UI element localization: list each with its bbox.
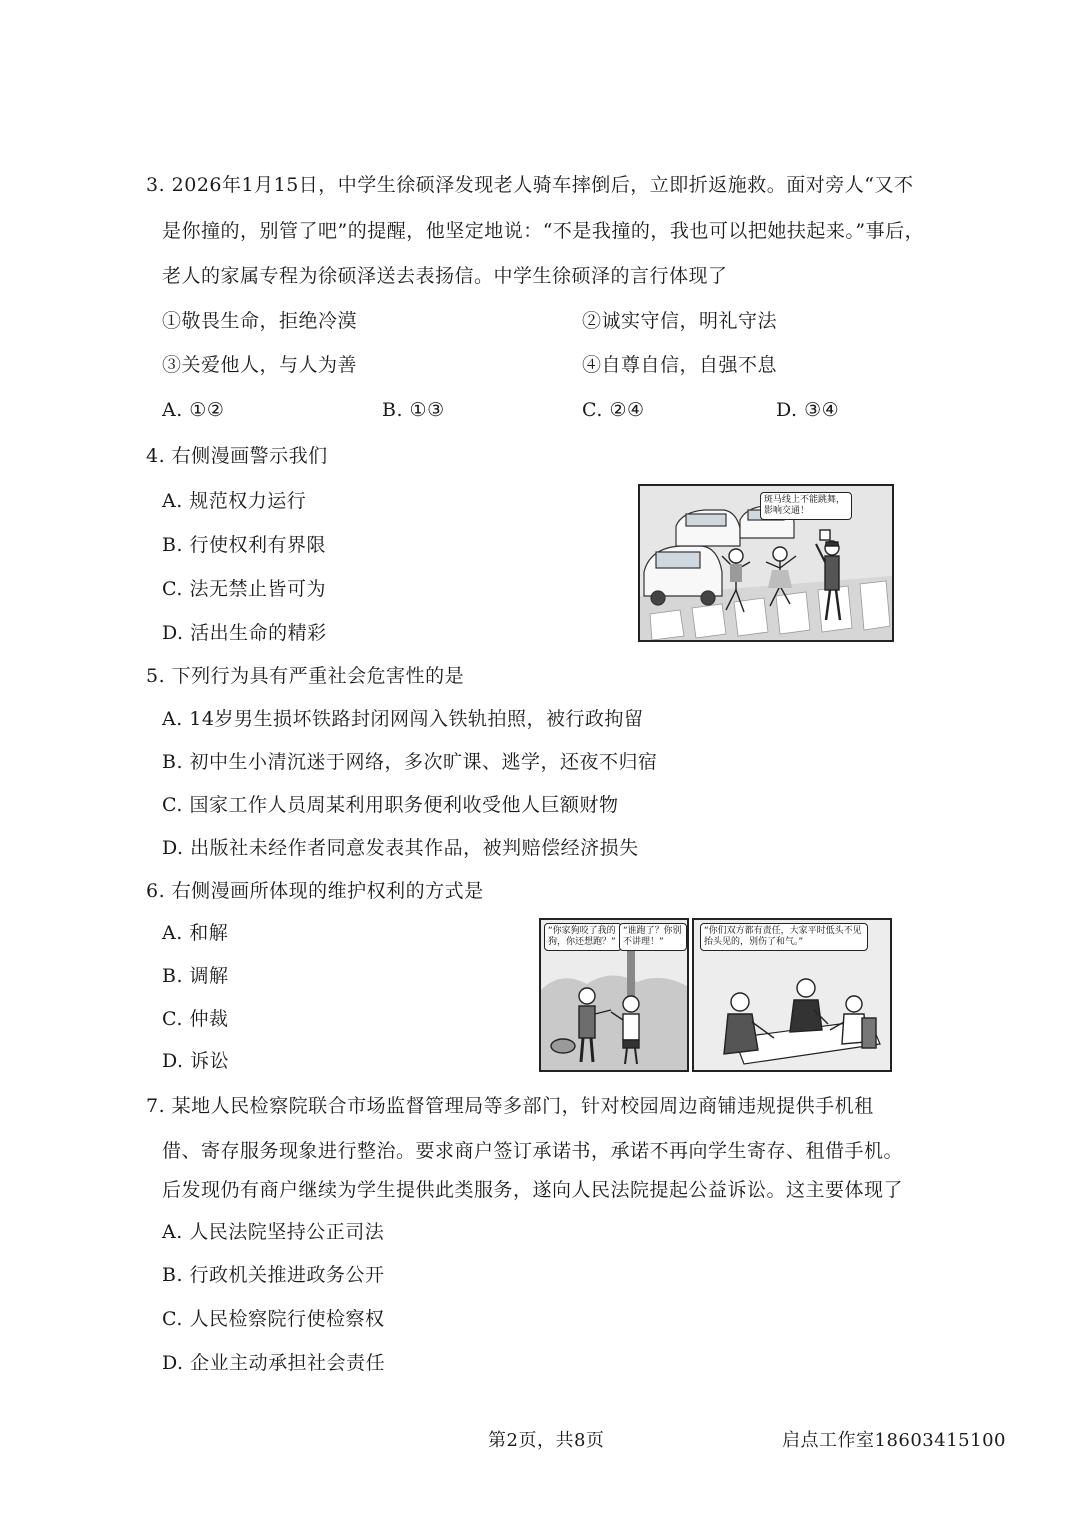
q7-stem-line-2: 借、寄存服务现象进行整治。要求商户签订承诺书，承诺不再向学生寄存、租借手机。 <box>162 1140 904 1162</box>
q4-speech-bubble: 斑马线上不能跳舞，影响交通！ <box>760 492 852 520</box>
q3-option-b: B. ①③ <box>382 399 445 421</box>
q5-option-a: A. 14岁男生损坏铁路封闭网闯入铁轨拍照，被行政拘留 <box>162 708 644 730</box>
q3-stem-line-1: 3. 2026年1月15日，中学生徐硕泽发现老人骑车摔倒后，立即折返施救。面对旁人“又不 <box>146 174 914 196</box>
q6-bubble-right: “你们双方都有责任，大家平时低头不见抬头见的，别伤了和气。” <box>700 923 868 951</box>
q4-option-c: C. 法无禁止皆可为 <box>162 578 326 600</box>
q3-item-3: ③关爱他人，与人为善 <box>162 354 358 376</box>
q4-stem: 4. 右侧漫画警示我们 <box>146 445 328 467</box>
q3-option-d: D. ③④ <box>776 399 840 421</box>
q4-option-a: A. 规范权力运行 <box>162 490 307 512</box>
q6-option-d: D. 诉讼 <box>162 1050 230 1072</box>
q7-stem-line-3: 后发现仍有商户继续为学生提供此类服务，遂向人民法院提起公益诉讼。这主要体现了 <box>162 1179 904 1201</box>
q7-stem-line-1: 7. 某地人民检察院联合市场监督管理局等多部门，针对校园周边商铺违规提供手机租 <box>146 1095 874 1117</box>
q6-option-a: A. 和解 <box>162 922 229 944</box>
q3-item-1: ①敬畏生命，拒绝冷漠 <box>162 310 358 332</box>
q3-option-a: A. ①② <box>162 399 225 421</box>
q6-cartoon-panel-left <box>539 918 689 1072</box>
q5-stem: 5. 下列行为具有严重社会危害性的是 <box>146 665 465 687</box>
q3-stem-line-3: 老人的家属专程为徐硕泽送去表扬信。中学生徐硕泽的言行体现了 <box>162 265 728 287</box>
q6-bubble-left: “你家狗咬了我的狗，你还想跑？” <box>544 923 622 951</box>
page-number: 第2页，共8页 <box>488 1430 605 1451</box>
studio-contact: 启点工作室18603415100 <box>782 1430 1006 1451</box>
q7-option-d: D. 企业主动承担社会责任 <box>162 1352 386 1374</box>
q7-option-b: B. 行政机关推进政务公开 <box>162 1264 385 1286</box>
q6-cartoon-panel-right <box>692 918 892 1072</box>
q3-item-4: ④自尊自信，自强不息 <box>582 354 778 376</box>
q4-option-d: D. 活出生命的精彩 <box>162 622 327 644</box>
q3-item-2: ②诚实守信，明礼守法 <box>582 310 778 332</box>
q5-option-d: D. 出版社未经作者同意发表其作品，被判赔偿经济损失 <box>162 837 639 859</box>
q6-option-b: B. 调解 <box>162 965 229 987</box>
q6-bubble-middle: “谁跑了？你别不讲理！” <box>619 923 687 951</box>
q4-option-b: B. 行使权利有界限 <box>162 534 327 556</box>
q7-option-a: A. 人民法院坚持公正司法 <box>162 1221 385 1243</box>
q5-option-b: B. 初中生小清沉迷于网络，多次旷课、逃学，还夜不归宿 <box>162 751 658 773</box>
q3-stem-line-2: 是你撞的，别管了吧”的提醒，他坚定地说：“不是我撞的，我也可以把她扶起来。”事后， <box>162 220 925 242</box>
q4-cartoon-image <box>638 484 894 642</box>
q7-option-c: C. 人民检察院行使检察权 <box>162 1308 385 1330</box>
q5-option-c: C. 国家工作人员周某利用职务便利收受他人巨额财物 <box>162 794 619 816</box>
q3-option-c: C. ②④ <box>582 399 645 421</box>
q6-stem: 6. 右侧漫画所体现的维护权利的方式是 <box>146 880 484 902</box>
q6-option-c: C. 仲裁 <box>162 1008 229 1030</box>
